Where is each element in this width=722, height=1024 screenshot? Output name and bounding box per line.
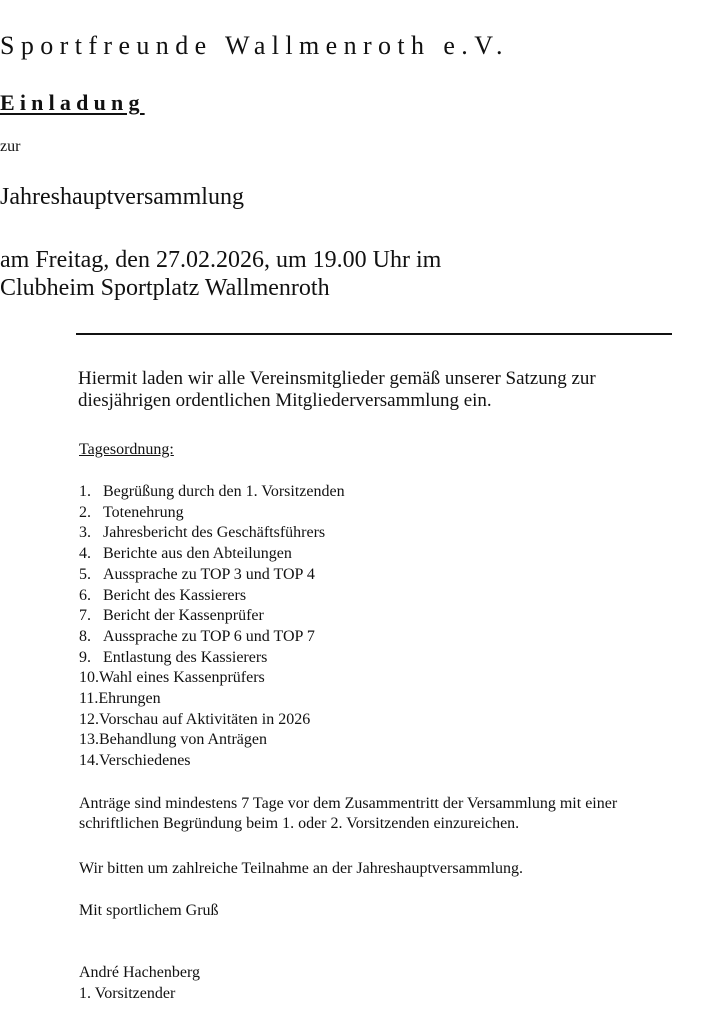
agenda-heading: Tagesordnung: — [79, 441, 174, 458]
agenda-item-number: 8. — [79, 627, 91, 645]
agenda-item-text: Behandlung von Anträgen — [99, 731, 267, 749]
agenda-item — [79, 648, 345, 669]
agenda-item-number: 1. — [79, 483, 91, 500]
agenda-item-number: 7. — [79, 607, 91, 625]
agenda-item — [79, 565, 345, 586]
agenda-item-number: 6. — [79, 586, 91, 604]
agenda-item-text: Verschiedenes — [99, 752, 191, 770]
meeting-location-line: Clubheim Sportplatz Wallmenroth — [0, 275, 330, 301]
agenda-item-number: 4. — [79, 545, 91, 563]
agenda-list — [79, 482, 345, 772]
agenda-item-number: 13. — [79, 731, 99, 749]
agenda-item-number: 12. — [79, 710, 99, 728]
agenda-item — [79, 710, 345, 731]
agenda-item — [79, 523, 345, 544]
agenda-item-number: 3. — [79, 524, 91, 542]
intro-paragraph: Hiermit laden wir alle Vereinsmitglieder gemäß unserer Satzung zur diesjährigen ordentlichen Mitgliederversammlung ein. — [78, 368, 596, 411]
meeting-name: Jahreshauptversammlung — [0, 184, 244, 210]
agenda-item-text: Aussprache zu TOP 6 und TOP 7 — [103, 627, 315, 645]
agenda-item-text: Ehrungen — [98, 690, 161, 708]
meeting-date-location — [0, 246, 722, 302]
club-name: Sportfreunde Wallmenroth e.V. — [0, 31, 509, 60]
zur-label: zur — [0, 138, 21, 155]
horizontal-rule — [76, 333, 672, 335]
agenda-item-text: Vorschau auf Aktivitäten in 2026 — [99, 710, 311, 728]
agenda-item — [79, 668, 345, 689]
agenda-item-number: 10. — [79, 669, 99, 687]
agenda-item-text: Totenehrung — [103, 503, 184, 521]
meeting-date-line: am Freitag, den 27.02.2026, um 19.00 Uhr im — [0, 247, 442, 273]
agenda-item — [79, 730, 345, 751]
agenda-item — [79, 482, 345, 503]
agenda-item-text: Bericht der Kassenprüfer — [103, 607, 264, 625]
agenda-item-text: Entlastung des Kassierers — [103, 648, 268, 666]
agenda-item-text: Aussprache zu TOP 3 und TOP 4 — [103, 565, 315, 583]
agenda-item-text: Jahresbericht des Geschäftsführers — [103, 524, 326, 542]
agenda-item — [79, 751, 345, 772]
motions-note: Anträge sind mindestens 7 Tage vor dem Zusammentritt der Versammlung mit einer schriftlichen Begründung beim 1. oder 2. Vorsitzenden einzureichen. — [79, 795, 618, 832]
agenda-item — [79, 689, 345, 710]
agenda-item-number: 9. — [79, 648, 91, 666]
agenda-item — [79, 586, 345, 607]
agenda-item — [79, 544, 345, 565]
agenda-item-number: 14. — [79, 752, 99, 770]
agenda-item-text: Begrüßung durch den 1. Vorsitzenden — [103, 483, 345, 500]
agenda-item — [79, 627, 345, 648]
agenda-item — [79, 503, 345, 524]
agenda-item — [79, 606, 345, 627]
signer-role: 1. Vorsitzender — [79, 985, 176, 1002]
agenda-item-number: 11. — [79, 690, 99, 708]
participation-request: Wir bitten um zahlreiche Teilnahme an der Jahreshauptversammlung. — [79, 860, 524, 877]
agenda-item-text: Bericht des Kassierers — [103, 586, 247, 604]
invitation-title: Einladung — [0, 90, 145, 115]
signer-name: André Hachenberg — [79, 964, 200, 981]
agenda-item-number: 5. — [79, 565, 91, 583]
agenda-item-number: 2. — [79, 503, 91, 521]
agenda-item-text: Berichte aus den Abteilungen — [103, 545, 292, 563]
closing-greeting: Mit sportlichem Gruß — [79, 902, 219, 919]
agenda-item-text: Wahl eines Kassenprüfers — [99, 669, 265, 687]
